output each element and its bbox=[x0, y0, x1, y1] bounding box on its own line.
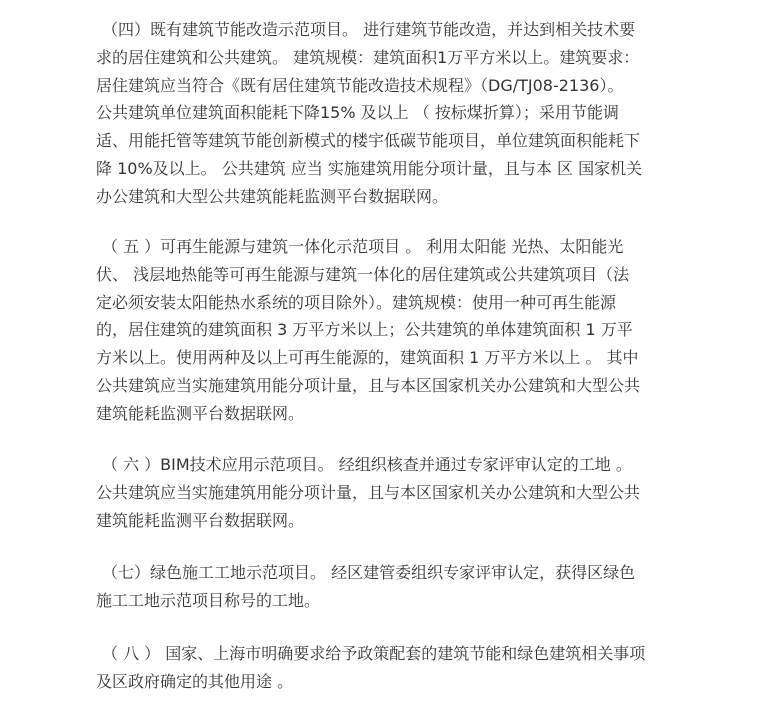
text-line: （七）绿色施工工地示范项目。 经区建管委组织专家评审认定，获得区绿色 bbox=[102, 563, 636, 582]
text-line: （四）既有建筑节能改造示范项目。 进行建筑节能改造，并达到相关技术要 bbox=[102, 20, 636, 39]
text-line: 建筑能耗监测平台数据联网。 bbox=[96, 510, 305, 530]
text-line: 及区政府确定的其他用途 。 bbox=[96, 671, 294, 691]
paragraph-other-uses bbox=[96, 640, 696, 696]
text-line: （ 五 ）可再生能源与建筑一体化示范项目 。 利用太阳能 光热、太阳能光 bbox=[102, 237, 624, 256]
text-line: 降 10%及以上。 公共建筑 应当 实施建筑用能分项计量，且与本 区 国家机关 bbox=[96, 158, 643, 178]
text-line: 办公建筑和大型公共建筑能耗监测平台数据联网。 bbox=[96, 186, 449, 206]
paragraph-green-construction-site bbox=[96, 559, 696, 615]
text-line: （ 六 ）BIM技术应用示范项目。 经组织核查并通过专家评审认定的工地 。 bbox=[102, 455, 632, 474]
text-line: 伏、 浅层地热能等可再生能源与建筑一体化的居住建筑或公共建筑项目（法 bbox=[96, 264, 630, 284]
text-line: 的，居住建筑的建筑面积 3 万平方米以上；公共建筑的单体建筑面积 1 万平 bbox=[96, 320, 633, 340]
text-line: 建筑能耗监测平台数据联网。 bbox=[96, 403, 305, 423]
text-line: 公共建筑单位建筑面积能耗下降15% 及以上 （ 按标煤折算）；采用节能调 bbox=[96, 103, 619, 123]
text-line: 公共建筑应当实施建筑用能分项计量，且与本区国家机关办公建筑和大型公共 bbox=[96, 375, 641, 395]
text-line: 求的居住建筑和公共建筑。 建筑规模：建筑面积1万平方米以上。建筑要求： bbox=[96, 47, 640, 67]
paragraph-existing-building-retrofit bbox=[96, 16, 696, 211]
text-line: 居住建筑应当符合《既有居住建筑节能改造技术规程》（DG/TJ08-2136）。 bbox=[96, 75, 624, 95]
text-line: 定必须安装太阳能热水系统的项目除外）。建筑规模：使用一种可再生能源 bbox=[96, 292, 617, 312]
text-line: （ 八 ） 国家、上海市明确要求给予政策配套的建筑节能和绿色建筑相关事项 bbox=[102, 644, 646, 663]
text-line: 方米以上。使用两种及以上可再生能源的，建筑面积 1 万平方米以上 。 其中 bbox=[96, 348, 639, 368]
paragraph-bim-application bbox=[96, 451, 696, 534]
text-line: 适、用能托管等建筑节能创新模式的楼宇低碳节能项目，单位建筑面积能耗下 bbox=[96, 131, 641, 151]
text-line: 施工工地示范项目称号的工地。 bbox=[96, 590, 321, 610]
text-line: 公共建筑应当实施建筑用能分项计量，且与本区国家机关办公建筑和大型公共 bbox=[96, 482, 641, 502]
paragraph-renewable-energy bbox=[96, 233, 696, 428]
